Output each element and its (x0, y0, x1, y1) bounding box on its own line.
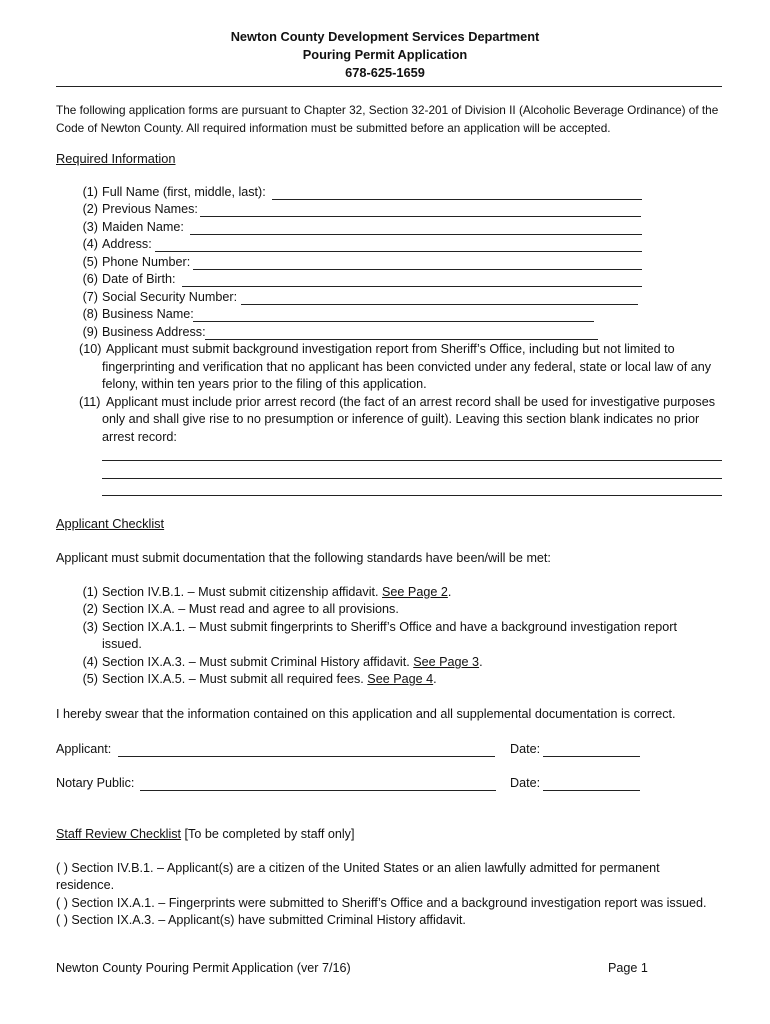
oath-statement: I hereby swear that the information contained on this application and all supplemental documentation is correct. (56, 707, 676, 721)
field-number: (6) (82, 272, 98, 286)
notary-label: Notary Public: (56, 776, 135, 790)
date-of-birth-label: Date of Birth: (102, 272, 176, 286)
checklist-intro: Applicant must submit documentation that the following standards have been/will be met: (56, 551, 551, 565)
previous-names-label: Previous Names: (102, 202, 198, 216)
checklist-item-2: Section IX.A. – Must read and agree to all provisions. (102, 602, 399, 616)
checklist-item-3-cont: issued. (102, 637, 142, 651)
see-page-2-link[interactable]: See Page 2 (382, 585, 448, 599)
field-number: (5) (82, 255, 98, 269)
business-address-field[interactable] (205, 339, 598, 340)
item-10-number: (10) (79, 342, 102, 356)
arrest-record-line-3[interactable] (102, 495, 722, 496)
item-11-number: (11) (79, 395, 101, 409)
item-10-line-2: fingerprinting and verification that no applicant has been convicted under any federal, state or local law of any (102, 360, 712, 374)
staff-item-1-cont: residence. (56, 878, 115, 892)
field-number: (2) (82, 202, 98, 216)
maiden-name-label: Maiden Name: (102, 220, 184, 234)
field-number: (3) (82, 220, 98, 234)
applicant-signature-field[interactable] (118, 756, 495, 757)
ssn-field[interactable] (241, 304, 638, 305)
applicant-label: Applicant: (56, 742, 112, 756)
see-page-4-link[interactable]: See Page 4 (367, 672, 434, 686)
intro-line-1: The following application forms are pursuant to Chapter 32, Section 32-201 of Division II (Alcoholic Beverage Ordinance) of the (56, 103, 719, 117)
header-divider (56, 86, 722, 87)
maiden-name-field[interactable] (190, 234, 642, 235)
item-11-line-3: arrest record: (102, 430, 177, 444)
field-number: (8) (82, 307, 98, 321)
staff-item-1: ( ) Section IV.B.1. – Applicant(s) are a citizen of the United States or an alien lawfully admitted for permanent (56, 861, 660, 875)
staff-item-2: ( ) Section IX.A.1. – Fingerprints were submitted to Sheriff’s Office and a background investigation report was issued. (56, 896, 707, 910)
checklist-number: (2) (82, 602, 98, 616)
footer-form-version: Newton County Pouring Permit Application (ver 7/16) (56, 961, 351, 975)
arrest-record-line-2[interactable] (102, 478, 722, 479)
checklist-number: (3) (82, 620, 98, 634)
item-11-line-2: only and shall give rise to no presumption or inference of guilt). Leaving this section blank indicates no prior (102, 412, 700, 426)
checklist-number: (4) (82, 655, 98, 669)
intro-line-2: Code of Newton County. All required information must be submitted before an application will be accepted. (56, 121, 611, 135)
notary-date-label: Date: (510, 776, 541, 790)
item-10-line-3: felony, within ten years prior to the filing of this application. (102, 377, 427, 391)
date-of-birth-field[interactable] (182, 286, 642, 287)
previous-names-field[interactable] (200, 216, 641, 217)
checklist-item-4: Section IX.A.3. – Must submit Criminal History affidavit. See Page 3. (102, 655, 483, 669)
checklist-number: (1) (82, 585, 98, 599)
checklist-item-1: Section IV.B.1. – Must submit citizenship affidavit. See Page 2. (102, 585, 452, 599)
phone-number-field[interactable] (193, 269, 642, 270)
full-name-field[interactable] (272, 199, 642, 200)
field-number: (7) (82, 290, 98, 304)
checklist-number: (5) (82, 672, 98, 686)
staff-review-heading: Staff Review Checklist [To be completed by staff only] (56, 827, 355, 841)
business-address-label: Business Address: (102, 325, 206, 339)
address-field[interactable] (155, 251, 642, 252)
checklist-item-3: Section IX.A.1. – Must submit fingerprints to Sheriff’s Office and have a background investigation report (102, 620, 677, 634)
business-name-field[interactable] (193, 321, 594, 322)
applicant-date-field[interactable] (543, 756, 640, 757)
form-title: Pouring Permit Application (302, 47, 468, 62)
ssn-label: Social Security Number: (102, 290, 238, 304)
notary-date-field[interactable] (543, 790, 640, 791)
required-info-heading: Required Information (56, 151, 176, 166)
applicant-checklist-heading: Applicant Checklist (56, 516, 165, 531)
item-11-line-1: Applicant must include prior arrest record (the fact of an arrest record shall be used for investigative purposes (106, 395, 715, 409)
page-number: Page 1 (608, 961, 648, 975)
applicant-date-label: Date: (510, 742, 541, 756)
department-title: Newton County Development Services Department (230, 29, 540, 44)
field-number: (1) (82, 185, 98, 199)
business-name-label: Business Name: (102, 307, 194, 321)
field-number: (9) (82, 325, 98, 339)
address-label: Address: (102, 237, 152, 251)
field-number: (4) (82, 237, 98, 251)
item-10-line-1: Applicant must submit background investigation report from Sheriff’s Office, including but not limited to (106, 342, 675, 356)
see-page-3-link[interactable]: See Page 3 (413, 655, 480, 669)
arrest-record-line-1[interactable] (102, 460, 722, 461)
checklist-item-5: Section IX.A.5. – Must submit all required fees. See Page 4. (102, 672, 437, 686)
full-name-label: Full Name (first, middle, last): (102, 185, 266, 199)
phone-number-label: Phone Number: (102, 255, 191, 269)
phone-number: 678-625-1659 (345, 65, 425, 80)
staff-item-3: ( ) Section IX.A.3. – Applicant(s) have submitted Criminal History affidavit. (56, 913, 466, 927)
notary-signature-field[interactable] (140, 790, 496, 791)
